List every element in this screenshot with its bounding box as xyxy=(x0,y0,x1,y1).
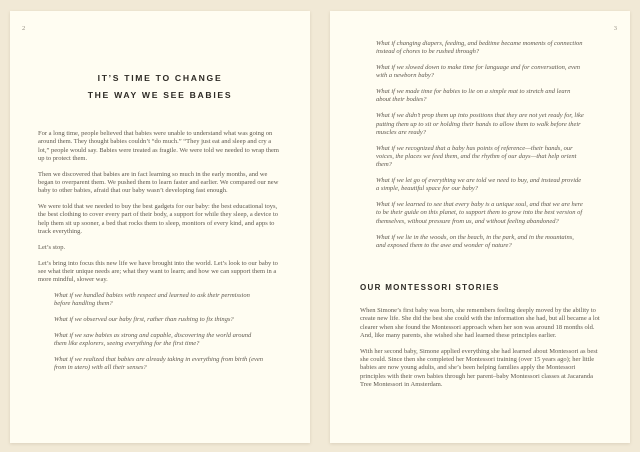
question-item: What if we didn’t prop them up into positions that they are not yet ready for, like putting them up to sit or holding their hands to allow them to walk before their muscles are ready? xyxy=(376,112,584,136)
question-item: What if we observed our baby first, rather than rushing to fix things? xyxy=(54,316,234,324)
question-list-right xyxy=(360,40,602,250)
left-page-body xyxy=(38,130,282,373)
question-item: What if we lie in the woods, on the beach, in the park, and in the mountains, and exposed them to the awe and wonder of nature? xyxy=(376,233,574,249)
chapter-title-line-2: THE WAY WE SEE BABIES xyxy=(87,90,233,100)
paragraph: For a long time, people believed that babies were unable to understand what was going on around them. They thought babies couldn’t “do much.” “They just eat and sleep and cry a lot,” people would say. Babies were treated as fragile. We were told we needed to wrap them up to protect them. xyxy=(38,130,279,162)
left-page xyxy=(10,11,310,443)
question-item: What if we recognized that a baby has points of reference—their hands, our voices, the places we feed them, and the rhythm of our days—that help orient them? xyxy=(376,144,577,169)
paragraph: When Simone’s first baby was born, she remembers feeling deeply moved by the ability to create new life. She did the best she could with the information she had, but all became a lot clearer when she found the Montessori approach when her son was around 18 months old. And, like many parents, she wished she had learned these principles earlier. xyxy=(360,307,600,340)
question-item: What if we learned to see that every baby is a unique soul, and that we are here to be their guide on this planet, to support them to grow into the best version of themselves, without pressure from us, and without feeling abandoned? xyxy=(376,201,583,225)
page-number-left: 2 xyxy=(22,25,26,32)
question-item: What if we handled babies with respect and learned to ask their permission before handling them? xyxy=(54,291,250,308)
page-number-right: 3 xyxy=(613,25,617,32)
section-heading-our-montessori-stories: OUR MONTESSORI STORIES xyxy=(360,283,500,293)
paragraph: Let’s stop. xyxy=(38,243,66,251)
question-item: What if we let go of everything we are told we need to buy, and instead provide a simple, beautiful space for our baby? xyxy=(376,177,582,193)
right-page-body xyxy=(360,307,602,389)
question-item: What if we realized that babies are already taking in everything from birth (even from in utero) with all their senses? xyxy=(54,355,263,372)
paragraph: We were told that we needed to buy the best gadgets for our baby: the best educational toys, the best clothing to cover every part of their body, a support for while they sleep, a device to help them sit up sooner, a bed that rocks them to sleep, monitors of every kind, and apps to track everything. xyxy=(38,203,279,235)
chapter-title xyxy=(38,70,282,104)
paragraph: With her second baby, Simone applied everything she had learned about Montessori as best she could. Since then she completed her Montessori training (over 15 years ago); her little babies are now young adults, and she’s been helping families apply the Montessori principles with their own babies through her parent–baby Montessori classes at Jacaranda Tree Montessori in Amsterdam. xyxy=(360,347,598,389)
question-list-left xyxy=(38,292,282,373)
chapter-title-line-1: IT’S TIME TO CHANGE xyxy=(97,73,223,83)
question-item: What if we slowed down to make time for language and for conversation, even with a newborn baby? xyxy=(376,64,580,80)
paragraph: Let’s bring into focus this new life we have brought into the world. Let’s look to our baby to see what their unique needs are; what they want to learn; and how we can support them in a more mindful, slower way. xyxy=(38,259,278,284)
paragraph: Then we discovered that babies are in fact learning so much in the early months, and we began to overparent them. We pushed them to learn faster and earlier. We compared our new baby to other babies, afraid that our baby wasn’t developing fast enough. xyxy=(38,170,279,195)
question-item: What if we made time for babies to lie on a simple mat to stretch and learn about their bodies? xyxy=(376,88,571,104)
question-item: What if changing diapers, feeding, and bedtime became moments of connection instead of chores to be rushed through? xyxy=(376,40,583,56)
question-item: What if we saw babies as strong and capable, discovering the world around them like explorers, seeing everything for the first time? xyxy=(54,331,252,348)
right-page xyxy=(330,11,630,443)
